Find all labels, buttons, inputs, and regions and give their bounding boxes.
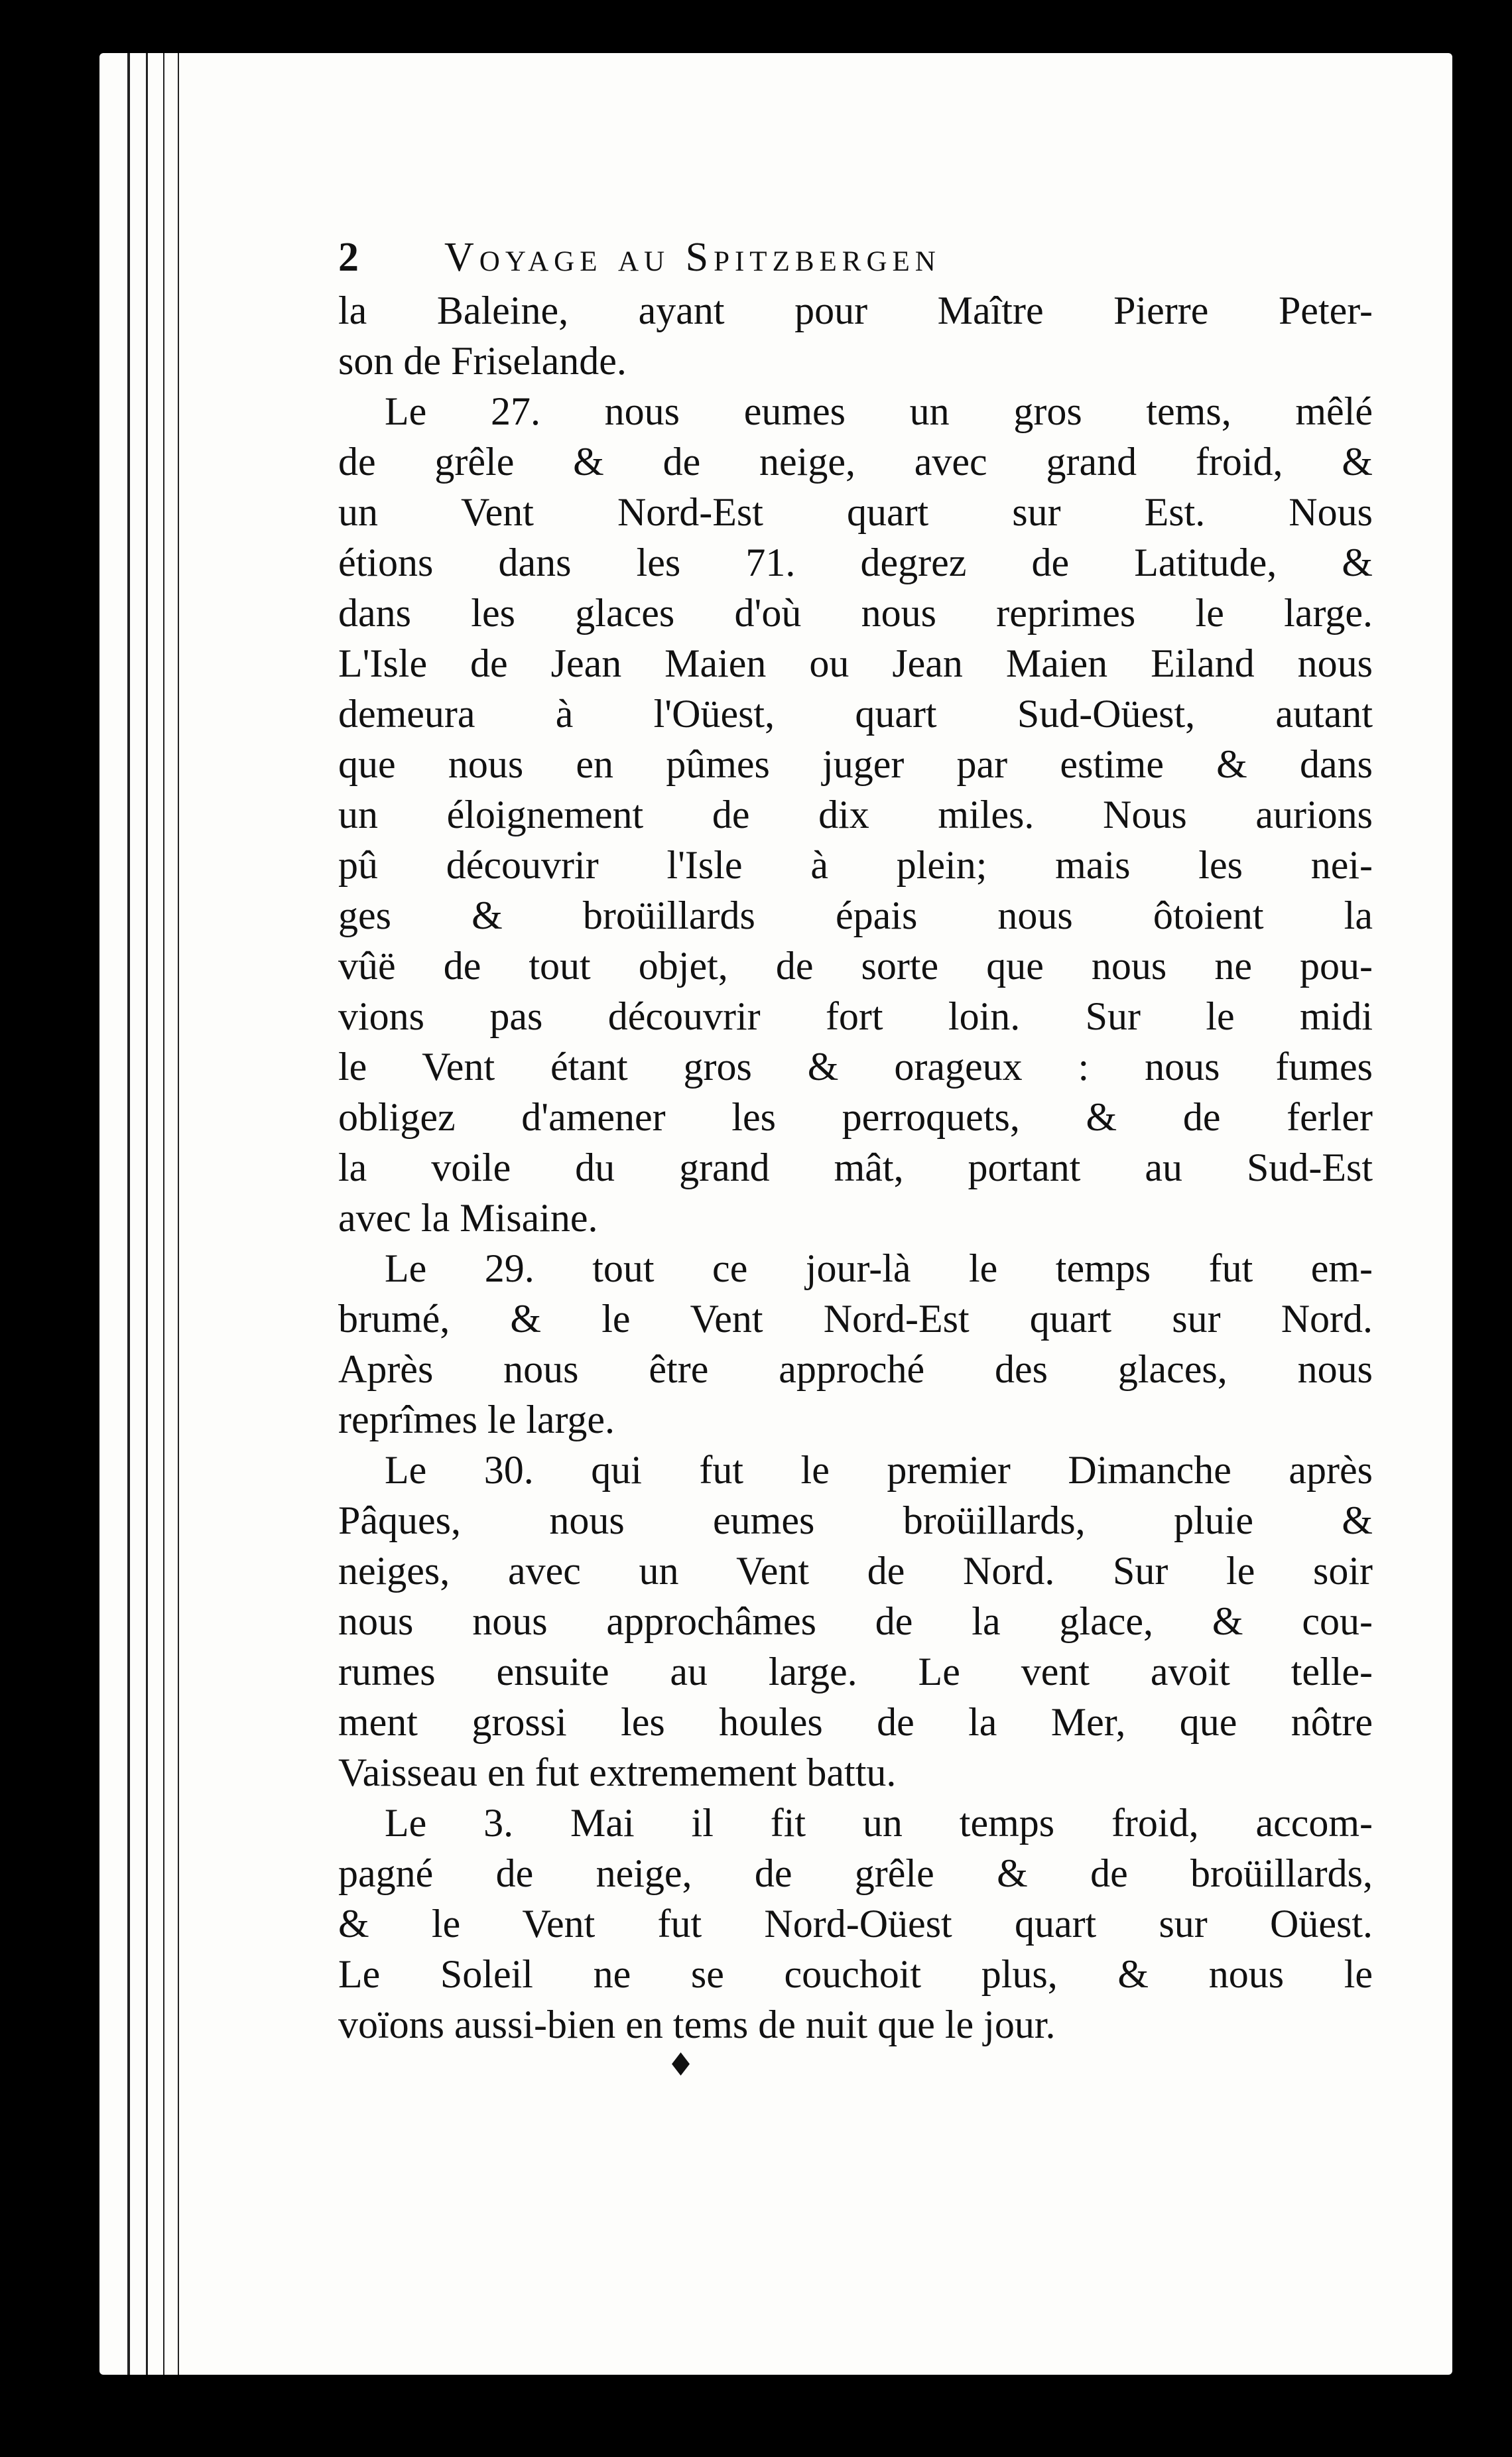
page-text — [338, 232, 1373, 2050]
text-line: Le 30. qui fut le premier Dimanche après — [385, 1448, 1373, 1492]
text-line: Le Soleil ne se couchoit plus, & nous le — [338, 1952, 1373, 1996]
text-line: neiges, avec un Vent de Nord. Sur le soir — [338, 1549, 1373, 1593]
ink-mark: ♦ — [666, 2046, 696, 2084]
page-edge — [146, 53, 148, 2375]
text-line: reprîmes le large. — [338, 1398, 615, 1441]
text-line: avec la Misaine. — [338, 1196, 598, 1240]
text-line: pû découvrir l'Isle à plein; mais les nei- — [338, 843, 1373, 887]
text-line: demeura à l'Oüest, quart Sud-Oüest, autant — [338, 692, 1373, 736]
text-line: un éloignement de dix miles. Nous aurions — [338, 793, 1373, 836]
text-line: la voile du grand mât, portant au Sud-Est — [338, 1146, 1373, 1189]
text-line: vions pas découvrir fort loin. Sur le midi — [338, 994, 1373, 1038]
text-line: étions dans les 71. degrez de Latitude, & — [338, 541, 1373, 584]
text-line: Le 29. tout ce jour-là le temps fut em- — [385, 1246, 1373, 1290]
text-line: pagné de neige, de grêle & de broüillards, — [338, 1851, 1373, 1895]
page-edge — [127, 53, 130, 2375]
text-line: son de Friselande. — [338, 339, 627, 383]
text-line: dans les glaces d'où nous reprimes le large. — [338, 591, 1373, 635]
text-line: & le Vent fut Nord-Oüest quart sur Oüest. — [338, 1902, 1373, 1946]
text-line: obligez d'amener les perroquets, & de ferler — [338, 1095, 1373, 1139]
running-head: Voyage au Spitzbergen — [444, 235, 941, 280]
text-line: rumes ensuite au large. Le vent avoit telle- — [338, 1650, 1373, 1693]
text-line: Vaisseau en fut extremement battu. — [338, 1751, 897, 1794]
page-number: 2 — [338, 235, 361, 280]
text-line: L'Isle de Jean Maien ou Jean Maien Eiland nous — [338, 641, 1373, 685]
text-line: ment grossi les houles de la Mer, que nôtre — [338, 1700, 1373, 1744]
text-line: la Baleine, ayant pour Maître Pierre Peter- — [338, 289, 1373, 332]
text-line: Le 27. nous eumes un gros tems, mêlé — [385, 389, 1373, 433]
body-text — [338, 285, 1373, 2050]
text-line: nous nous approchâmes de la glace, & cou- — [338, 1599, 1373, 1643]
text-line: voïons aussi-bien en tems de nuit que le jour. — [338, 2003, 1056, 2046]
page-edge — [163, 53, 164, 2375]
text-line: le Vent étant gros & orageux : nous fumes — [338, 1045, 1373, 1089]
text-line: brumé, & le Vent Nord-Est quart sur Nord. — [338, 1297, 1373, 1341]
text-line: un Vent Nord-Est quart sur Est. Nous — [338, 490, 1373, 534]
text-line: de grêle & de neige, avec grand froid, & — [338, 440, 1373, 484]
text-line: Le 3. Mai il fit un temps froid, accom- — [385, 1801, 1373, 1845]
text-line: vûë de tout objet, de sorte que nous ne pou- — [338, 944, 1373, 988]
page-header — [338, 232, 1373, 283]
text-line: ges & broüillards épais nous ôtoient la — [338, 894, 1373, 937]
text-line: Après nous être approché des glaces, nous — [338, 1347, 1373, 1391]
page-edge — [178, 53, 179, 2375]
text-line: que nous en pûmes juger par estime & dans — [338, 742, 1373, 786]
text-line: Pâques, nous eumes broüillards, pluie & — [338, 1498, 1373, 1542]
